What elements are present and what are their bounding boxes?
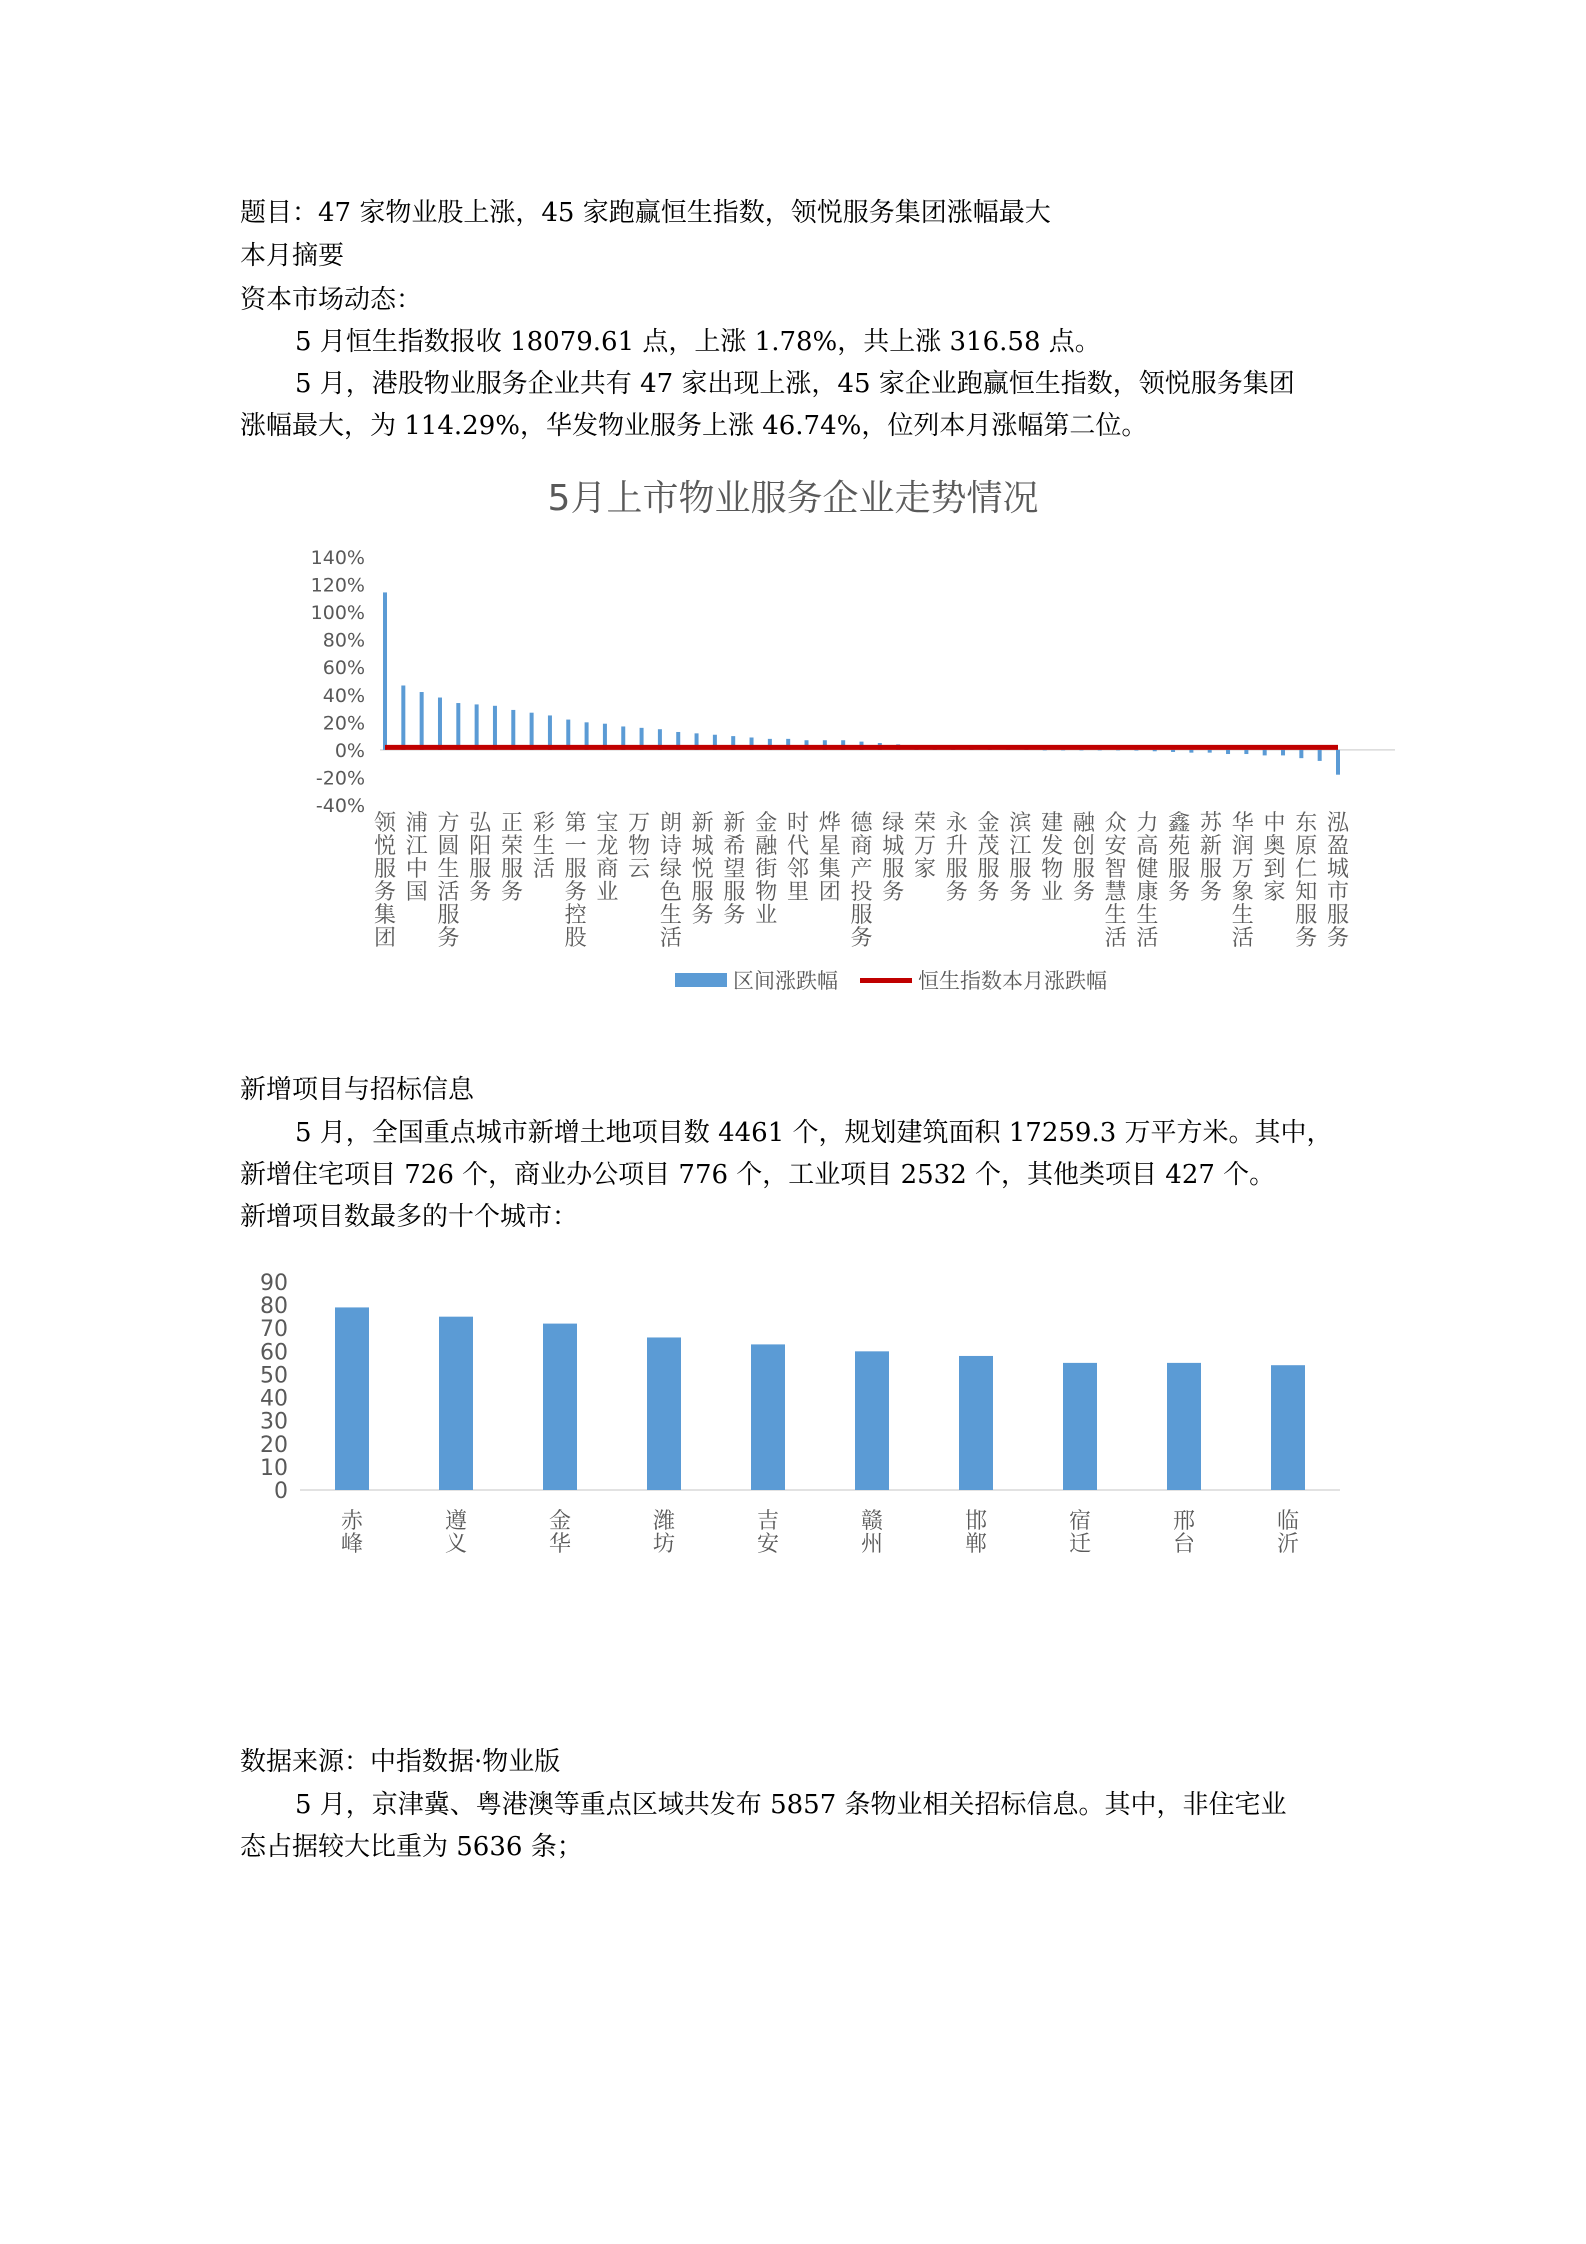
bar — [1336, 750, 1340, 775]
bar — [647, 1337, 681, 1490]
y-tick-label: 20 — [260, 1432, 288, 1458]
tender-paragraph-line-1: 5 月，京津冀、粤港澳等重点区域共发布 5857 条物业相关招标信息。其中，非住宅业 — [295, 1790, 1287, 1820]
top-cities-heading: 新增项目数最多的十个城市： — [240, 1202, 579, 1232]
legend-bar-swatch — [675, 973, 727, 987]
x-tick-label: 力高健康生活 — [1136, 811, 1159, 951]
y-tick-label: 0% — [334, 739, 365, 762]
y-tick-label: 40% — [322, 684, 365, 707]
x-tick-label: 融创服务 — [1072, 811, 1095, 905]
y-tick-label: 30 — [260, 1409, 288, 1435]
capital-paragraph-2-line-1: 5 月，港股物业服务企业共有 47 家出现上涨，45 家企业跑赢恒生指数，领悦服务集团 — [295, 369, 1295, 399]
y-tick-label: 120% — [310, 574, 365, 597]
x-tick-label: 遵义 — [444, 1509, 468, 1557]
x-tick-label: 鑫苑服务 — [1168, 811, 1191, 905]
x-tick-label: 华润万象生活 — [1231, 811, 1254, 951]
x-tick-label: 永升服务 — [945, 811, 968, 905]
x-tick-label: 中奥到家 — [1263, 811, 1286, 905]
capital-market-heading: 资本市场动态： — [240, 285, 423, 315]
y-tick-label: -20% — [315, 767, 365, 790]
x-tick-label: 德商产投服务 — [850, 811, 873, 951]
bar — [530, 713, 534, 750]
bar — [1244, 750, 1248, 754]
x-tick-label: 彩生活 — [532, 811, 555, 882]
x-tick-label: 邢台 — [1172, 1509, 1196, 1557]
y-tick-label: 0 — [274, 1479, 288, 1504]
x-tick-label: 赤峰 — [340, 1509, 364, 1557]
bar — [1271, 1365, 1305, 1490]
bar — [1167, 1363, 1201, 1490]
bar — [1226, 750, 1230, 754]
x-tick-label: 万物云 — [628, 811, 651, 882]
bar — [1079, 750, 1083, 751]
y-tick-label: 60% — [322, 657, 365, 680]
bar — [475, 704, 479, 749]
y-tick-label: 50 — [260, 1363, 288, 1389]
x-tick-label: 苏新服务 — [1199, 811, 1222, 905]
bar — [1116, 750, 1120, 751]
document-title: 题目：47 家物业股上涨，45 家跑赢恒生指数，领悦服务集团涨幅最大 — [240, 198, 1051, 228]
x-tick-label: 建发物业 — [1041, 811, 1064, 905]
x-tick-label: 滨江服务 — [1009, 811, 1032, 905]
x-tick-label: 泓盈城市服务 — [1326, 811, 1350, 951]
bar — [1043, 750, 1047, 751]
legend-line-label: 恒生指数本月涨跌幅 — [918, 969, 1107, 993]
capital-paragraph-1: 5 月恒生指数报收 18079.61 点，上涨 1.78%，共上涨 316.58 点。 — [295, 327, 1101, 357]
x-tick-label: 正荣服务 — [501, 811, 524, 905]
bar — [493, 706, 497, 750]
y-tick-label: 20% — [322, 712, 365, 735]
bar — [420, 692, 424, 750]
chart-1-legend — [675, 965, 1107, 995]
bar — [1263, 750, 1267, 756]
bar — [1208, 750, 1212, 753]
bar — [456, 703, 460, 750]
x-tick-label: 众安智慧生活 — [1104, 811, 1127, 951]
x-tick-label: 赣州 — [860, 1509, 884, 1557]
x-tick-label: 第一服务控股 — [564, 811, 587, 951]
y-tick-label: 80% — [322, 629, 365, 652]
bar — [335, 1307, 369, 1490]
chart-1-stock-performance — [0, 530, 1586, 970]
y-tick-label: 70 — [260, 1317, 288, 1343]
x-tick-label: 方圆生活服务 — [437, 811, 460, 951]
bar — [1171, 750, 1175, 752]
x-tick-label: 弘阳服务 — [469, 811, 492, 905]
data-source: 数据来源：中指数据·物业版 — [240, 1747, 561, 1777]
bar — [401, 685, 405, 749]
x-tick-label: 邯郸 — [964, 1509, 988, 1557]
x-tick-label: 潍坊 — [652, 1509, 676, 1557]
bar — [1134, 750, 1138, 751]
x-tick-label: 时代邻里 — [786, 811, 809, 905]
y-tick-label: 80 — [260, 1294, 288, 1320]
bar — [1061, 750, 1065, 751]
legend-bar-label: 区间涨跌幅 — [733, 969, 838, 993]
bar — [543, 1324, 577, 1490]
y-tick-label: 90 — [260, 1271, 288, 1296]
bar — [1189, 750, 1193, 753]
x-tick-label: 金华 — [548, 1509, 572, 1557]
x-tick-label: 浦江中国 — [405, 811, 428, 905]
x-tick-label: 东原仁知服务 — [1295, 811, 1318, 951]
x-tick-label: 烨星集团 — [818, 811, 841, 905]
x-tick-label: 新城悦服务 — [691, 811, 714, 928]
chart-2-top-cities — [0, 1260, 1586, 1570]
x-tick-label: 宝龙商业 — [596, 811, 619, 905]
x-tick-label: 领悦服务集团 — [373, 811, 397, 951]
summary-heading: 本月摘要 — [240, 241, 345, 271]
bar — [383, 592, 387, 749]
bar — [439, 1317, 473, 1490]
y-tick-label: 40 — [260, 1386, 288, 1412]
x-tick-label: 荣万家 — [914, 811, 937, 882]
chart-1-title: 5月上市物业服务企业走势情况 — [547, 478, 1039, 519]
tender-paragraph-line-2: 态占据较大比重为 5636 条； — [240, 1832, 583, 1862]
bar — [548, 715, 552, 749]
projects-paragraph-line-2: 新增住宅项目 726 个，商业办公项目 776 个，工业项目 2532 个，其他类项目 427 个。 — [240, 1160, 1276, 1190]
bar — [438, 698, 442, 750]
bar — [1063, 1363, 1097, 1490]
x-tick-label: 吉安 — [756, 1509, 780, 1557]
y-tick-label: 140% — [310, 547, 365, 569]
bar — [1153, 750, 1157, 751]
bar — [1318, 750, 1322, 761]
bar — [855, 1351, 889, 1490]
bar — [1098, 750, 1102, 751]
y-tick-label: 10 — [260, 1455, 288, 1481]
x-tick-label: 朗诗绿色生活 — [659, 811, 682, 951]
legend-line-swatch — [860, 978, 912, 983]
x-tick-label: 新希望服务 — [723, 811, 746, 928]
bar — [511, 710, 515, 750]
x-tick-label: 宿迁 — [1068, 1509, 1092, 1557]
x-tick-label: 金融街物业 — [755, 811, 778, 928]
y-tick-label: 60 — [260, 1340, 288, 1366]
x-tick-label: 临沂 — [1276, 1509, 1300, 1557]
y-tick-label: -40% — [315, 795, 365, 817]
bar — [1299, 750, 1303, 758]
bar — [1281, 750, 1285, 756]
x-tick-label: 绿城服务 — [882, 811, 905, 905]
projects-paragraph-line-1: 5 月，全国重点城市新增土地项目数 4461 个，规划建筑面积 17259.3 万平方米。其中， — [295, 1118, 1333, 1148]
capital-paragraph-2-line-2: 涨幅最大，为 114.29%，华发物业服务上涨 46.74%，位列本月涨幅第二位。 — [240, 411, 1148, 441]
bar — [959, 1356, 993, 1490]
projects-heading: 新增项目与招标信息 — [240, 1075, 475, 1105]
x-tick-label: 金茂服务 — [977, 811, 1000, 905]
bar — [751, 1344, 785, 1490]
y-tick-label: 100% — [310, 602, 365, 625]
